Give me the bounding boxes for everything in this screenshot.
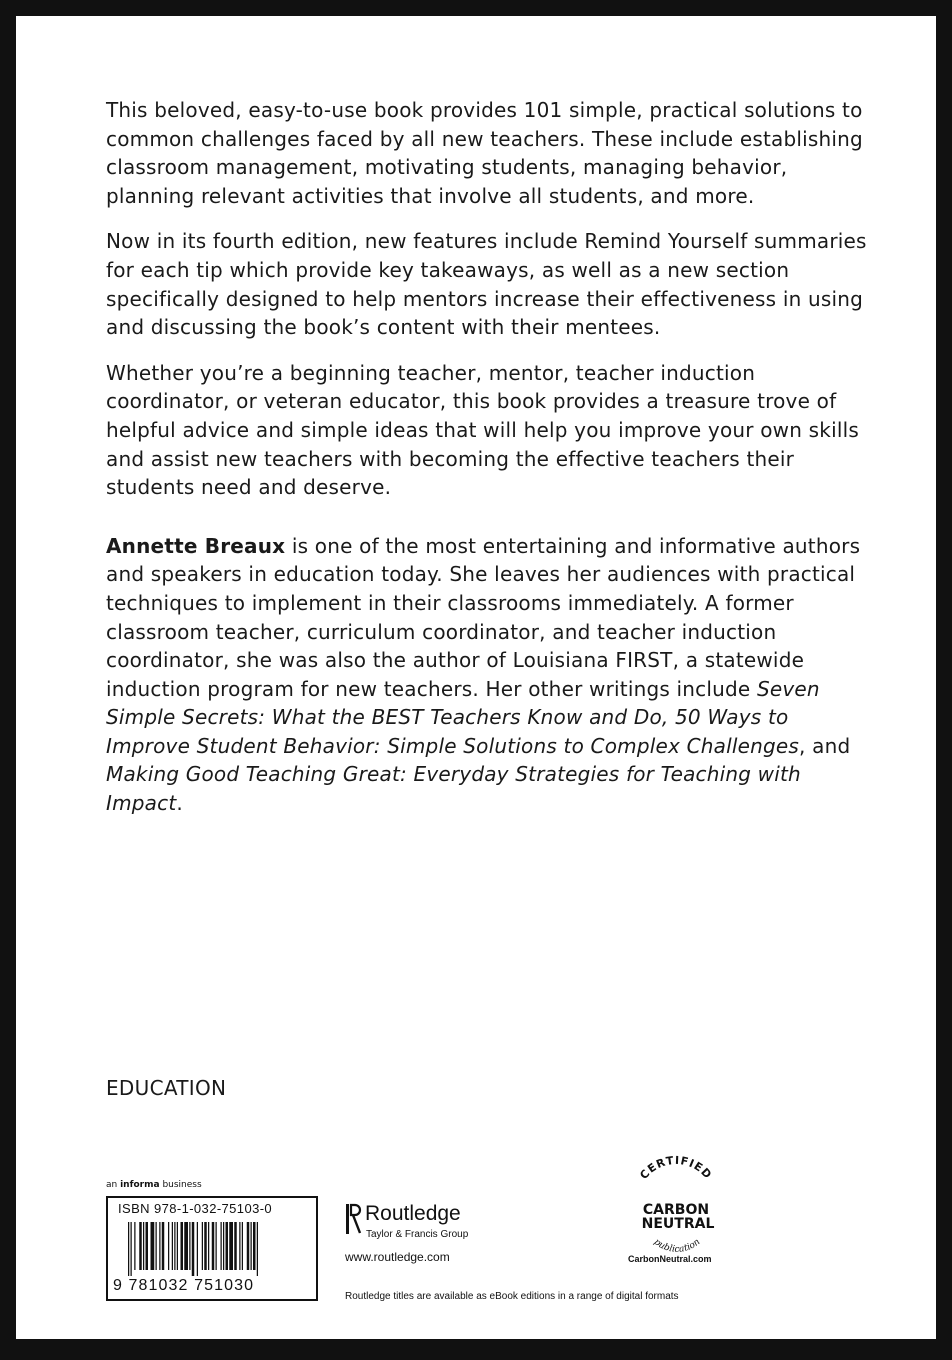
barcode-box [106,1196,318,1301]
svg-text:publication [652,1237,703,1255]
informa-brand: informa [120,1180,160,1190]
carbon-script-text: publication [651,1237,703,1255]
carbon-line-2: NEUTRAL [641,1216,715,1232]
author-bio-text-2: , and [799,733,851,758]
blurb-paragraph-2: Now in its fourth edition, new features include Remind Yourself summaries for each tip which provide key takeaways, as well as a new section specifically designed to help mentors increase their effectiveness in using and discussing the book’s content with their mentees. [106,229,867,340]
isbn-text: ISBN 978-1-032-75103-0 [118,1201,273,1216]
back-cover [16,16,936,1339]
carbon-top-text: CERTIFIED [637,1154,715,1182]
author-bio [106,532,876,818]
blurb-paragraph-1: This beloved, easy-to-use book provides 101 simple, practical solutions to common challenges faced by all new teachers. These include establishing classroom management, motivating students, managing behavior, planning relevant activities that involve all students, and more. [106,98,863,208]
ebook-note: Routledge titles are available as eBook editions in a range of digital formats [345,1291,679,1302]
publisher-name: Routledge [365,1202,461,1225]
carbon-neutral-seal-icon [616,1154,736,1264]
blurb-paragraph-3: Whether you’re a beginning teacher, mentor, teacher induction coordinator, or veteran educator, this book provides a treasure trove of helpful advice and simple ideas that will help you improve your own skills and assist new teachers with becoming the effective teachers their students need and deserve. [106,360,859,500]
informa-suffix: business [159,1180,202,1190]
carbon-url: CarbonNeutral.com [628,1254,712,1264]
informa-prefix: an [106,1180,121,1190]
routledge-logo-icon [344,1202,362,1236]
carbon-line-1: CARBON [642,1202,710,1218]
author-bio-text-1: is one of the most entertaining and informative authors and speakers in education today. She leaves her audiences with practical techniques to implement in their classrooms immediately. A former classroom teacher, curriculum coordinator, and teacher induction coordinator, she was also the author of Louisiana FIRST, a statewide induction program for new teachers. Her other writings include [106,533,861,701]
author-bio-text-3: . [176,791,183,816]
ean-digits: 9 781032 751030 [113,1277,255,1294]
category-label: EDUCATION [106,1076,227,1100]
publisher-url: www.routledge.com [345,1250,450,1264]
book-title-2: Making Good Teaching Great: Everyday Strategies for Teaching with Impact [106,762,801,816]
barcode-icon [128,1222,300,1276]
blurb [106,96,876,835]
author-name: Annette Breaux [106,533,286,558]
informa-business-line [106,1180,202,1190]
book-titles-1: Seven Simple Secrets: What the BEST Teachers Know and Do, 50 Ways to Improve Student Behavior: Simple Solutions to Complex Challenges [106,676,820,758]
svg-text:CERTIFIED [637,1154,714,1182]
publisher-group: Taylor & Francis Group [366,1229,469,1240]
